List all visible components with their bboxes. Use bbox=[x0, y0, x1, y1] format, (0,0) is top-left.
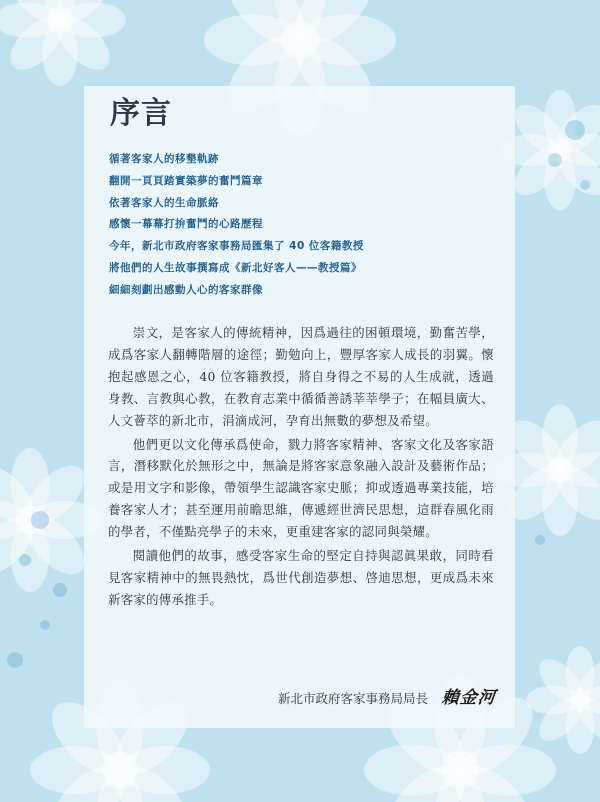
signature-title: 新北市政府客家事務局局長 bbox=[277, 691, 428, 706]
paragraph: 崇文，是客家人的傳統精神，因爲過往的困頓環境，勤奮苦學，成爲客家人翻轉階層的途徑；勤勉向上，豐厚客家人成長的羽翼。懷抱起感恩之心，40 位客籍教授，將自身得之不易的人生成就，透過身教、言教與心教，在教育志業中循循善誘莘莘學子；在幅員廣大、人文薈萃的新北市，涓滴成河，孕育出無數的夢想及希望。 bbox=[108, 325, 494, 428]
poem-line: 今年，新北市政府客家事務局匯集了 40 位客籍教授 bbox=[109, 240, 364, 253]
body-text bbox=[108, 322, 494, 613]
signature-name: 賴金河 bbox=[440, 688, 497, 708]
page-title: 序言 bbox=[110, 96, 172, 131]
poem-line: 循著客家人的移墾軌跡 bbox=[109, 153, 219, 165]
poem-line: 依著客家人的生命脈絡 bbox=[109, 196, 219, 209]
poem-line: 細細刻劃出感動人心的客家群像 bbox=[109, 283, 263, 296]
poem-line: 翻開一頁頁踏實築夢的奮鬥篇章 bbox=[109, 174, 263, 187]
poem-line: 感懷一幕幕打拚奮鬥的心路歷程 bbox=[109, 218, 263, 231]
poem bbox=[109, 149, 509, 302]
poem-line: 將他們的人生故事撰寫成《新北好客人——教授篇》 bbox=[109, 261, 362, 274]
paragraph: 他們更以文化傳承爲使命，戮力將客家精神、客家文化及客家語言，潛移默化於無形之中，無論是將客家意象融入設計及藝術作品；或是用文字和影像，帶領學生認識客家史脈；抑或透過專業技能，培養客家人才；甚至運用前瞻思維，傳遞經世濟民思想，這群春風化雨的學者，不僅點亮學子的未來，更重建客家的認同與榮耀。 bbox=[108, 436, 494, 540]
signature bbox=[278, 683, 496, 708]
paragraph: 閱讀他們的故事，感受客家生命的堅定自持與認眞果敢，同時看見客家精神中的無畏熱忱，爲世代創造夢想、啓迪思想，更成爲未來新客家的傳承推手。 bbox=[108, 548, 494, 607]
